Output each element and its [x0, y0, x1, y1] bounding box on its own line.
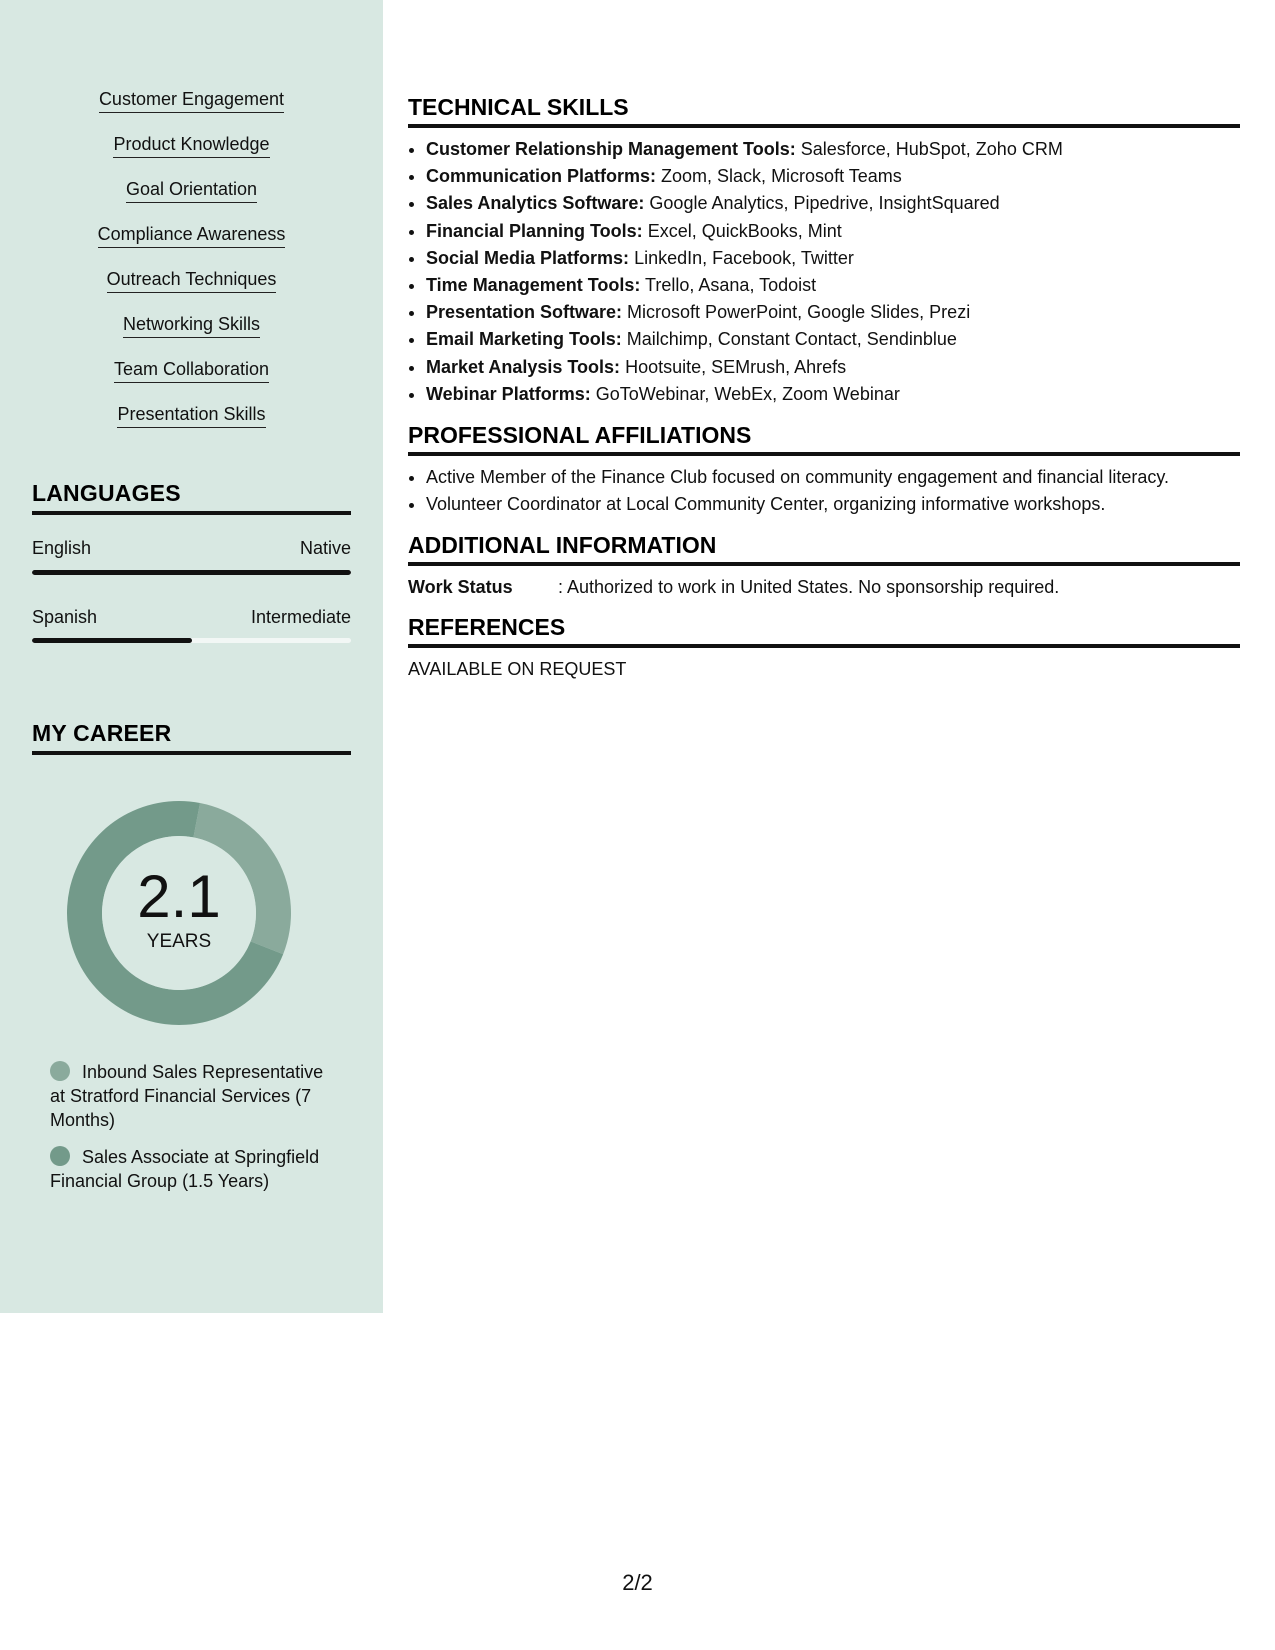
references-heading: REFERENCES — [408, 614, 1240, 648]
language-bar-fill — [32, 638, 192, 643]
technical-skill-value: Hootsuite, SEMrush, Ahrefs — [620, 356, 847, 377]
main-content — [408, 94, 1240, 696]
technical-skills-section — [408, 94, 1240, 408]
skill-item: Product Knowledge — [113, 133, 269, 158]
skill-item: Team Collaboration — [114, 358, 269, 383]
technical-skill-value: GoToWebinar, WebEx, Zoom Webinar — [590, 383, 900, 404]
technical-skill-item — [426, 136, 1240, 163]
legend-dot-icon — [50, 1061, 70, 1081]
language-name: Spanish — [32, 607, 98, 627]
affiliations-heading: PROFESSIONAL AFFILIATIONS — [408, 422, 1240, 456]
technical-skill-label: Sales Analytics Software: — [426, 193, 645, 214]
skill-item: Networking Skills — [123, 313, 260, 338]
technical-skills-heading: TECHNICAL SKILLS — [408, 94, 1240, 128]
technical-skill-item — [426, 245, 1240, 272]
technical-skill-item — [426, 381, 1240, 408]
affiliations-section — [408, 422, 1240, 518]
technical-skill-value: LinkedIn, Facebook, Twitter — [629, 247, 854, 268]
language-level: Native — [299, 538, 351, 558]
additional-info-heading: ADDITIONAL INFORMATION — [408, 532, 1240, 566]
technical-skill-item — [426, 354, 1240, 381]
language-row-spanish — [32, 607, 351, 628]
technical-skill-value: Microsoft PowerPoint, Google Slides, Prezi — [622, 302, 971, 323]
work-status-value: : Authorized to work in United States. No sponsorship required. — [558, 577, 1060, 598]
technical-skill-label: Time Management Tools: — [426, 275, 641, 296]
work-status-label: Work Status — [408, 577, 513, 598]
technical-skill-label: Market Analysis Tools: — [426, 356, 621, 377]
technical-skill-item — [426, 299, 1240, 326]
legend-text: Sales Associate at Springfield Financial Group (1.5 Years) — [50, 1147, 320, 1191]
affiliations-list — [408, 464, 1240, 518]
skills-list — [0, 88, 383, 448]
technical-skills-list — [408, 136, 1240, 408]
affiliation-item: • Volunteer Coordinator at Local Community Center, organizing informative workshops. — [426, 491, 1240, 518]
legend-dot-icon — [50, 1146, 70, 1166]
legend-item — [50, 1060, 340, 1132]
sidebar — [0, 0, 383, 1313]
language-row-english — [32, 538, 351, 559]
additional-info-section — [408, 532, 1240, 600]
skill-item: Presentation Skills — [117, 403, 265, 428]
technical-skill-value: Zoom, Slack, Microsoft Teams — [656, 166, 902, 187]
technical-skill-value: Trello, Asana, Todoist — [640, 275, 817, 296]
page-number: 2/2 — [622, 1570, 653, 1595]
legend-item — [50, 1145, 340, 1193]
languages-heading: LANGUAGES — [32, 480, 351, 515]
technical-skill-label: Webinar Platforms: — [426, 383, 591, 404]
work-status-row — [408, 574, 1240, 600]
technical-skill-item — [426, 190, 1240, 217]
technical-skill-label: Customer Relationship Management Tools: — [426, 139, 796, 159]
technical-skill-value: Mailchimp, Constant Contact, Sendinblue — [621, 329, 957, 350]
technical-skill-item — [426, 218, 1240, 245]
language-name: English — [32, 538, 92, 558]
technical-skill-item — [426, 326, 1240, 353]
technical-skill-label: Social Media Platforms: — [426, 247, 630, 268]
technical-skill-label: Presentation Software: — [426, 302, 623, 323]
skill-item: Customer Engagement — [99, 88, 284, 113]
language-level: Intermediate — [250, 607, 351, 627]
language-bar-english — [32, 570, 351, 575]
technical-skill-label: Financial Planning Tools: — [426, 220, 643, 241]
references-text: AVAILABLE ON REQUEST — [408, 659, 627, 680]
affiliation-item: • Active Member of the Finance Club focused on community engagement and financial literacy. — [426, 464, 1240, 491]
legend-text: Inbound Sales Representative at Stratford Financial Services (7 Months) — [50, 1062, 324, 1130]
technical-skill-label: Communication Platforms: — [426, 166, 657, 187]
career-total-value: 2.1 — [137, 863, 221, 930]
technical-skill-item — [426, 272, 1240, 299]
career-donut-chart — [66, 800, 292, 1026]
career-heading: MY CAREER — [32, 720, 351, 755]
language-bar-spanish — [32, 638, 351, 643]
references-section — [408, 614, 1240, 682]
skill-item: Outreach Techniques — [107, 268, 277, 293]
career-legend — [50, 1060, 340, 1206]
skill-item: Goal Orientation — [126, 178, 257, 203]
donut-center — [66, 800, 292, 1026]
technical-skill-label: Email Marketing Tools: — [426, 329, 622, 350]
technical-skill-value: Excel, QuickBooks, Mint — [642, 220, 842, 241]
language-bar-fill — [32, 570, 351, 575]
technical-skill-item — [426, 163, 1240, 190]
technical-skill-value: Salesforce, HubSpot, Zoho CRM — [795, 139, 1063, 159]
skill-item: Compliance Awareness — [98, 223, 286, 248]
career-total-unit: YEARS — [146, 931, 212, 952]
technical-skill-value: Google Analytics, Pipedrive, InsightSquared — [644, 193, 1000, 214]
